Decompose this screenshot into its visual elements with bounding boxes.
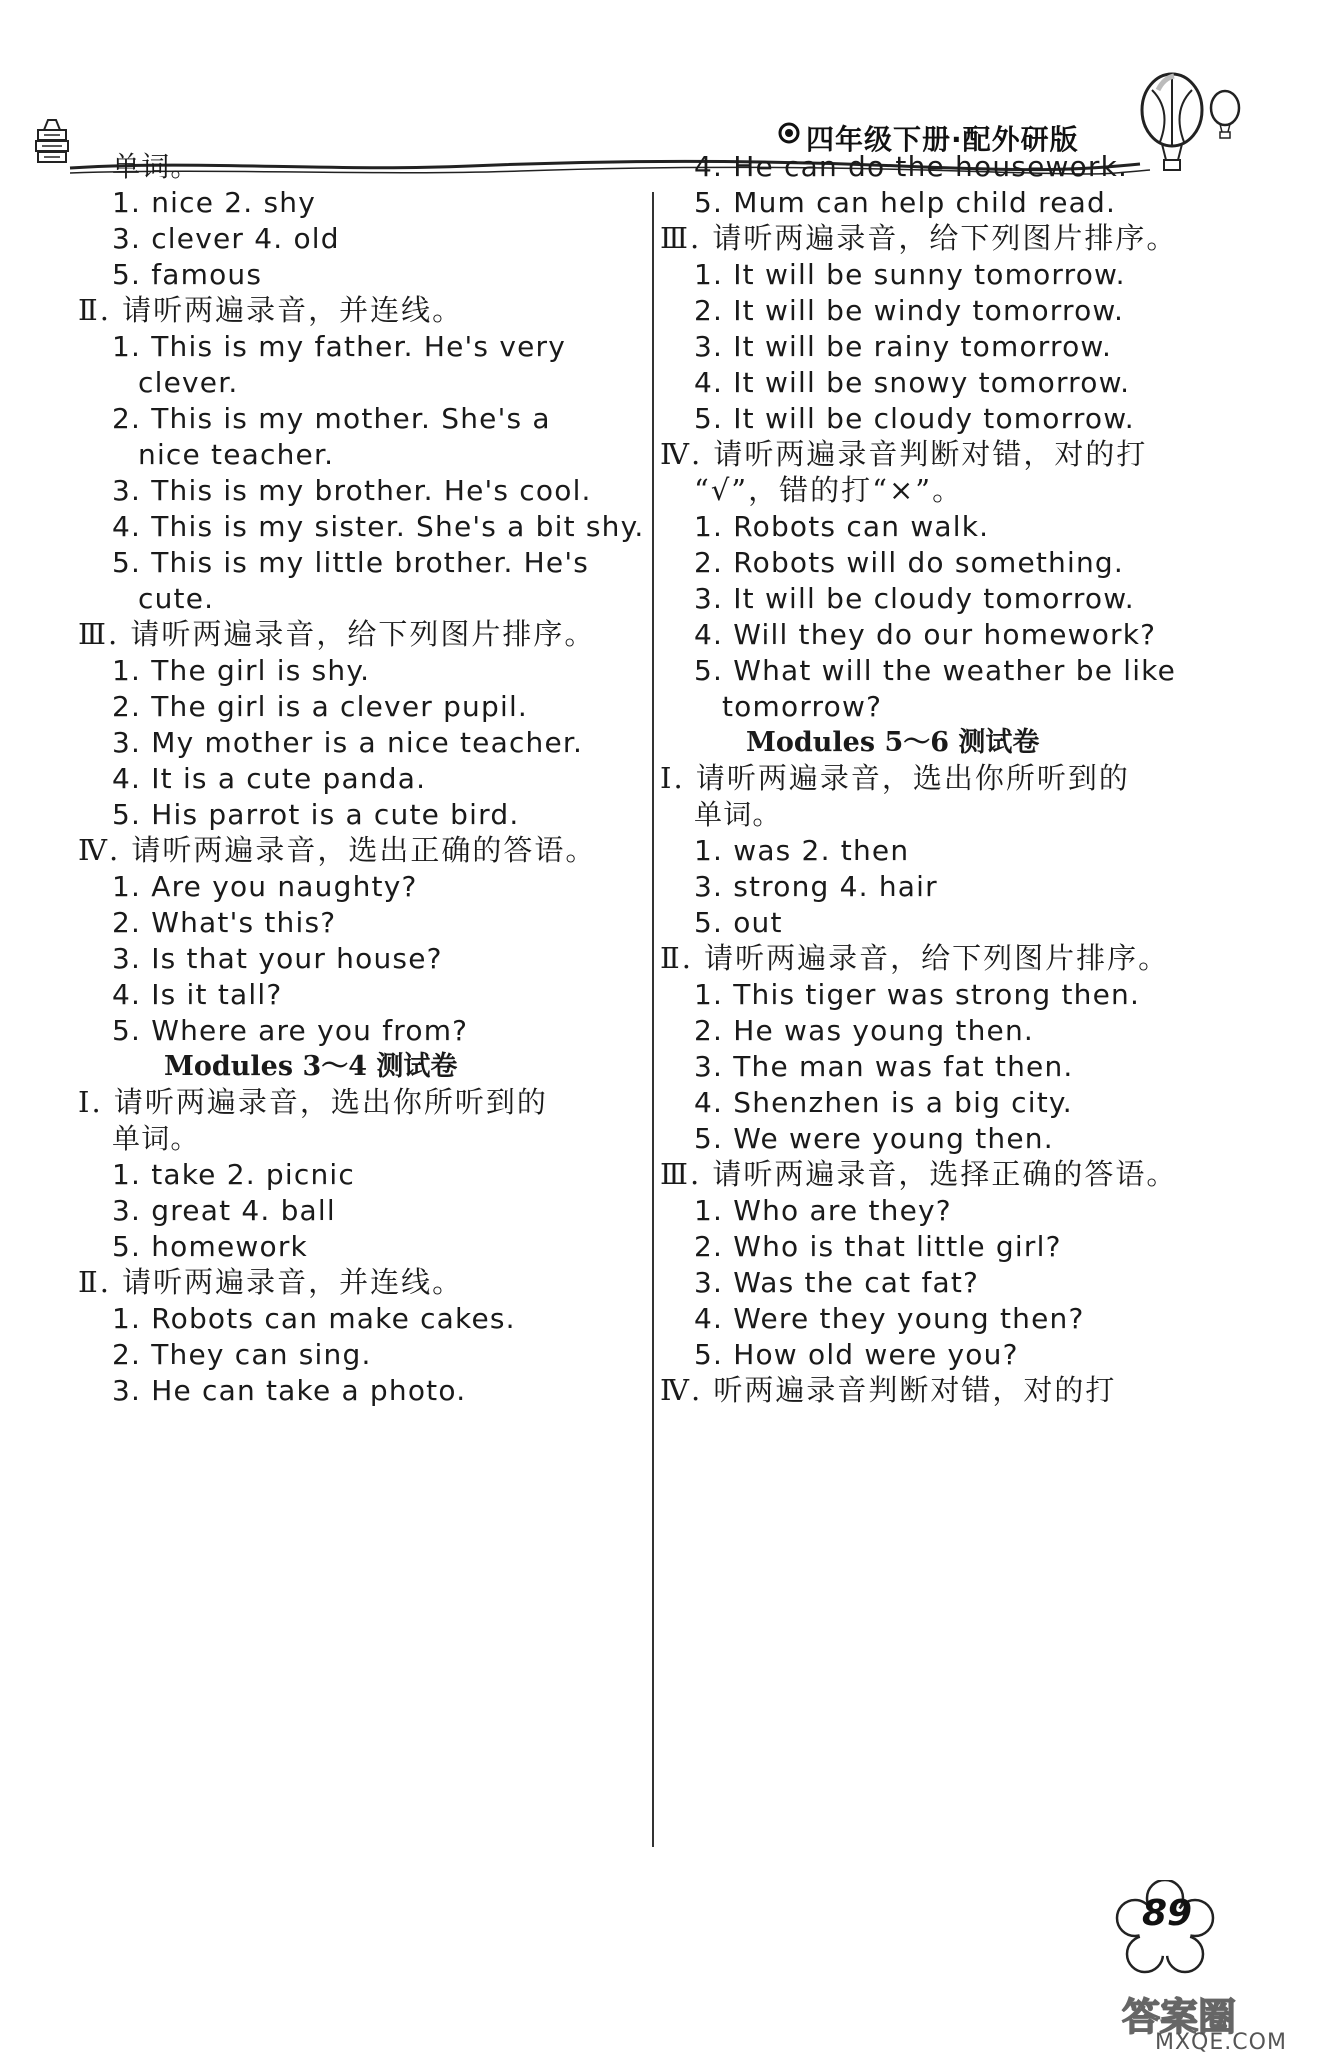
list-item: 4. It is a cute panda. xyxy=(112,762,427,795)
hot-air-balloon-icon xyxy=(1130,70,1250,180)
list-item: 2. He was young then. xyxy=(694,1014,1035,1047)
list-item: 2. What's this? xyxy=(112,906,337,939)
list-item: 5. His parrot is a cute bird. xyxy=(112,798,520,831)
list-item-continued: nice teacher. xyxy=(138,438,335,471)
list-item: 2. Who is that little girl? xyxy=(694,1230,1062,1263)
list-item: 4. Is it tall? xyxy=(112,978,283,1011)
list-item-continued: clever. xyxy=(138,366,239,399)
list-item: 1. take 2. picnic xyxy=(112,1158,355,1191)
list-item: 1. nice 2. shy xyxy=(112,186,316,219)
list-item: 2. This is my mother. She's a xyxy=(112,402,551,435)
list-item: 5. How old were you? xyxy=(694,1338,1019,1371)
section-heading-continued: “√”，错的打“×”。 xyxy=(694,473,964,507)
section-heading: Ⅲ. 请听两遍录音，给下列图片排序。 xyxy=(660,221,1178,255)
list-item: 单词。 xyxy=(112,1122,200,1155)
list-item: 3. My mother is a nice teacher. xyxy=(112,726,584,759)
section-heading: Ⅳ. 请听两遍录音判断对错，对的打 xyxy=(660,437,1148,471)
list-item: 4. He can do the housework. xyxy=(694,150,1129,183)
list-item: 4. It will be snowy tomorrow. xyxy=(694,366,1131,399)
section-heading: Ⅱ. 请听两遍录音，给下列图片排序。 xyxy=(660,941,1170,975)
list-item: 4. Will they do our homework? xyxy=(694,618,1157,651)
section-heading: Ⅱ. 请听两遍录音，并连线。 xyxy=(78,293,464,327)
list-item: 5. It will be cloudy tomorrow. xyxy=(694,402,1135,435)
list-item: 2. The girl is a clever pupil. xyxy=(112,690,529,723)
list-item: 1. The girl is shy. xyxy=(112,654,371,687)
list-item: 3. He can take a photo. xyxy=(112,1374,467,1407)
watermark-text: MXQE.COM xyxy=(1155,2030,1287,2055)
list-item: 1. It will be sunny tomorrow. xyxy=(694,258,1126,291)
list-item: 3. The man was fat then. xyxy=(694,1050,1074,1083)
list-item-continued: tomorrow? xyxy=(722,690,883,723)
list-item: 2. It will be windy tomorrow. xyxy=(694,294,1125,327)
list-item: 1. was 2. then xyxy=(694,834,910,867)
list-item: 单词。 xyxy=(112,150,200,183)
list-item: 3. Is that your house? xyxy=(112,942,443,975)
list-item: 3. It will be rainy tomorrow. xyxy=(694,330,1113,363)
header-title: 四年级下册·配外研版 xyxy=(806,123,1079,156)
list-item: 5. Mum can help child read. xyxy=(694,186,1117,219)
page-header xyxy=(0,0,1344,180)
list-item: 4. This is my sister. She's a bit shy. xyxy=(112,510,645,543)
section-heading: Ⅲ. 请听两遍录音，给下列图片排序。 xyxy=(78,617,596,651)
list-item: 5. Where are you from? xyxy=(112,1014,469,1047)
list-item: 2. They can sing. xyxy=(112,1338,372,1371)
section-heading: Ⅳ. 请听两遍录音，选出正确的答语。 xyxy=(78,833,597,867)
list-item: 4. Were they young then? xyxy=(694,1302,1085,1335)
list-item-continued: cute. xyxy=(138,582,215,615)
list-item: 5. out xyxy=(694,906,783,939)
list-item: 5. homework xyxy=(112,1230,308,1263)
list-item: 1. This tiger was strong then. xyxy=(694,978,1141,1011)
book-stack-icon xyxy=(34,112,70,170)
list-item: 2. Robots will do something. xyxy=(694,546,1125,579)
list-item: 3. great 4. ball xyxy=(112,1194,336,1227)
list-item: 5. This is my little brother. He's xyxy=(112,546,590,579)
list-item: 4. Shenzhen is a big city. xyxy=(694,1086,1073,1119)
list-item: 1. Robots can walk. xyxy=(694,510,990,543)
list-item: 3. clever 4. old xyxy=(112,222,340,255)
list-item: 5. What will the weather be like xyxy=(694,654,1177,687)
list-item: 1. Who are they? xyxy=(694,1194,952,1227)
svg-text:答案圈: 答案圈 xyxy=(1122,1995,1237,2039)
section-heading: Ⅲ. 请听两遍录音，选择正确的答语。 xyxy=(660,1157,1178,1191)
section-heading: Ⅰ. 请听两遍录音，选出你所听到的 xyxy=(660,761,1130,795)
list-item: 3. strong 4. hair xyxy=(694,870,938,903)
list-item: 单词。 xyxy=(694,798,782,831)
module-test-title: Modules 3～4 测试卷 xyxy=(164,1051,458,1082)
list-item: 1. Are you naughty? xyxy=(112,870,418,903)
list-item: 1. This is my father. He's very xyxy=(112,330,567,363)
column-divider xyxy=(652,192,654,1847)
section-heading: Ⅰ. 请听两遍录音，选出你所听到的 xyxy=(78,1085,548,1119)
section-heading: Ⅳ. 听两遍录音判断对错，对的打 xyxy=(660,1373,1117,1407)
list-item: 5. We were young then. xyxy=(694,1122,1054,1155)
page-number: 89 xyxy=(1141,1893,1193,1934)
list-item: 3. It will be cloudy tomorrow. xyxy=(694,582,1135,615)
list-item: 3. This is my brother. He's cool. xyxy=(112,474,592,507)
target-icon xyxy=(778,122,800,144)
module-test-title: Modules 5～6 测试卷 xyxy=(746,727,1040,758)
list-item: 5. famous xyxy=(112,258,263,291)
list-item: 1. Robots can make cakes. xyxy=(112,1302,516,1335)
section-heading: Ⅱ. 请听两遍录音，并连线。 xyxy=(78,1265,464,1299)
list-item: 3. Was the cat fat? xyxy=(694,1266,980,1299)
